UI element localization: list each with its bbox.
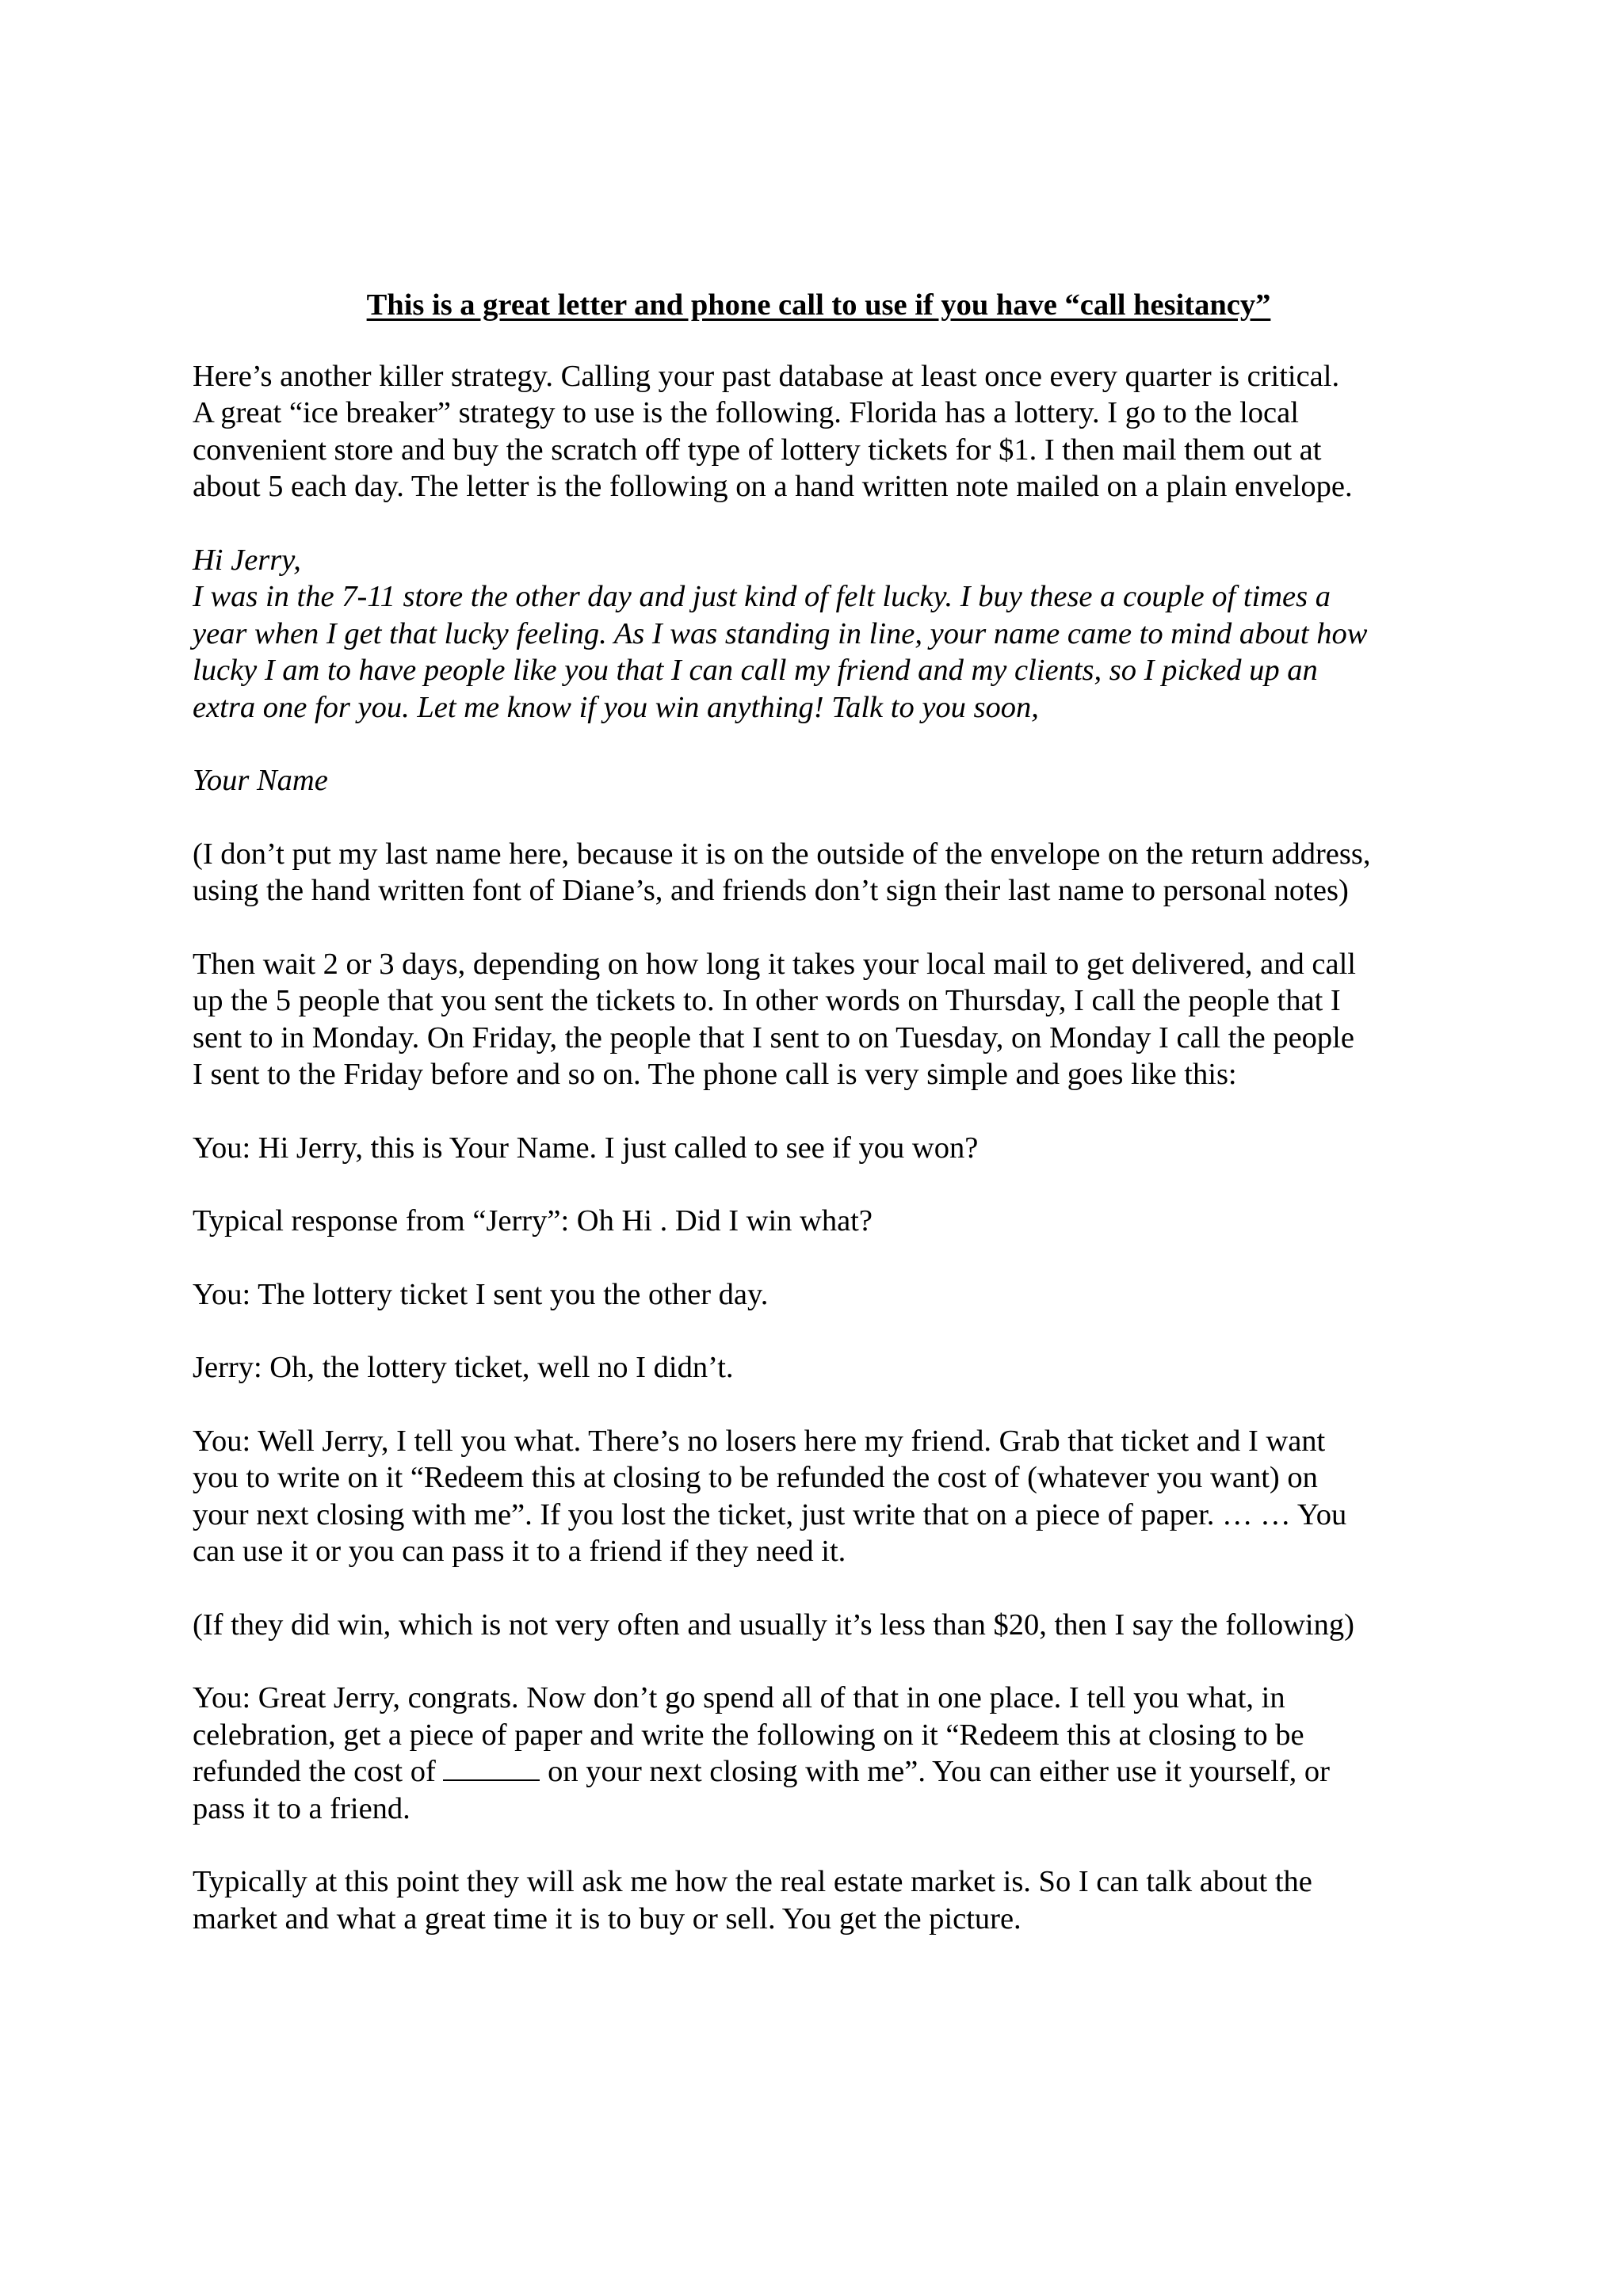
closing-paragraph xyxy=(193,1863,1445,1937)
text-line: I sent to the Friday before and so on. The phone call is very simple and goes like this: xyxy=(193,1058,1237,1091)
document-title: This is a great letter and phone call to use if you have “call hesitancy” xyxy=(366,288,1271,322)
text-line: you to write on it “Redeem this at closing to be refunded the cost of (whatever you want) on xyxy=(193,1461,1318,1494)
text-line: Then wait 2 or 3 days, depending on how long it takes your local mail to get delivered, and call xyxy=(193,947,1356,981)
text-line: market and what a great time it is to buy or sell. You get the picture. xyxy=(193,1901,1022,1936)
text-line: (I don’t put my last name here, because it is on the outside of the envelope on the return address, xyxy=(193,837,1371,871)
text-line: year when I get that lucky feeling. As I was standing in line, your name came to mind about how xyxy=(193,616,1368,650)
letter-greeting: Hi Jerry, xyxy=(193,543,301,577)
text-line: lucky I am to have people like you that I can call my friend and my clients, so I picked up an xyxy=(193,654,1318,687)
text-line: You: Hi Jerry, this is Your Name. I just called to see if you won? xyxy=(193,1131,979,1165)
text-line: You: Great Jerry, congrats. Now don’t go spend all of that in one place. I tell you what, in xyxy=(193,1681,1285,1714)
text-line: You: The lottery ticket I sent you the other day. xyxy=(193,1277,769,1311)
signature-line: Your Name xyxy=(193,764,328,797)
letter-body xyxy=(193,542,1445,727)
intro-paragraph xyxy=(193,358,1445,505)
text-line: sent to in Monday. On Friday, the people that I sent to on Tuesday, on Monday I call the people xyxy=(193,1020,1354,1055)
document-body xyxy=(193,287,1445,1937)
text-line: can use it or you can pass it to a friend if they need it. xyxy=(193,1535,846,1568)
text-line: (If they did win, which is not very often and usually it’s less than $20, then I say the following) xyxy=(193,1608,1354,1642)
text-line: Typically at this point they will ask me how the real estate market is. So I can talk about the xyxy=(193,1865,1312,1898)
text-line: convenient store and buy the scratch off type of lottery tickets for $1. I then mail them out at xyxy=(193,433,1322,467)
text-line: Jerry: Oh, the lottery ticket, well no I didn’t. xyxy=(193,1351,734,1384)
text-line: Here’s another killer strategy. Calling your past database at least once every quarter is critical. xyxy=(193,359,1340,393)
letter-signature xyxy=(193,762,1445,799)
text-line: A great “ice breaker” strategy to use is the following. Florida has a lottery. I go to the local xyxy=(193,396,1299,429)
dialogue-line-4 xyxy=(193,1349,1445,1386)
text-fragment: refunded the cost of xyxy=(193,1755,444,1788)
text-line: You: Well Jerry, I tell you what. There’s no losers here my friend. Grab that ticket and I want xyxy=(193,1424,1326,1458)
text-line: pass it to a friend. xyxy=(193,1791,411,1825)
note-paragraph xyxy=(193,836,1445,910)
follow-up-paragraph xyxy=(193,946,1445,1093)
text-fragment: on your next closing with me”. You can either use it yourself, or xyxy=(540,1755,1330,1788)
text-line: using the hand written font of Diane’s, and friends don’t sign their last name to personal notes) xyxy=(193,874,1349,907)
dialogue-line-2 xyxy=(193,1203,1445,1240)
text-line xyxy=(193,1753,1445,1791)
text-line: celebration, get a piece of paper and write the following on it “Redeem this at closing to be xyxy=(193,1718,1304,1752)
text-line: your next closing with me”. If you lost the ticket, just write that on a piece of paper. … … You xyxy=(193,1497,1347,1531)
text-line: I was in the 7-11 store the other day and just kind of felt lucky. I buy these a couple of times a xyxy=(193,580,1331,613)
text-line: Typical response from “Jerry”: Oh Hi . Did I win what? xyxy=(193,1204,873,1238)
dialogue-line-3 xyxy=(193,1276,1445,1314)
dialogue-line-6 xyxy=(193,1680,1445,1827)
text-line: extra one for you. Let me know if you win anything! Talk to you soon, xyxy=(193,690,1039,724)
dialogue-line-5 xyxy=(193,1423,1445,1570)
text-line: up the 5 people that you sent the tickets to. In other words on Thursday, I call the people that I xyxy=(193,984,1341,1017)
fill-in-blank xyxy=(443,1756,540,1781)
win-note-paragraph xyxy=(193,1607,1445,1644)
dialogue-line-1 xyxy=(193,1130,1445,1167)
text-line: about 5 each day. The letter is the following on a hand written note mailed on a plain envelope. xyxy=(193,470,1353,503)
